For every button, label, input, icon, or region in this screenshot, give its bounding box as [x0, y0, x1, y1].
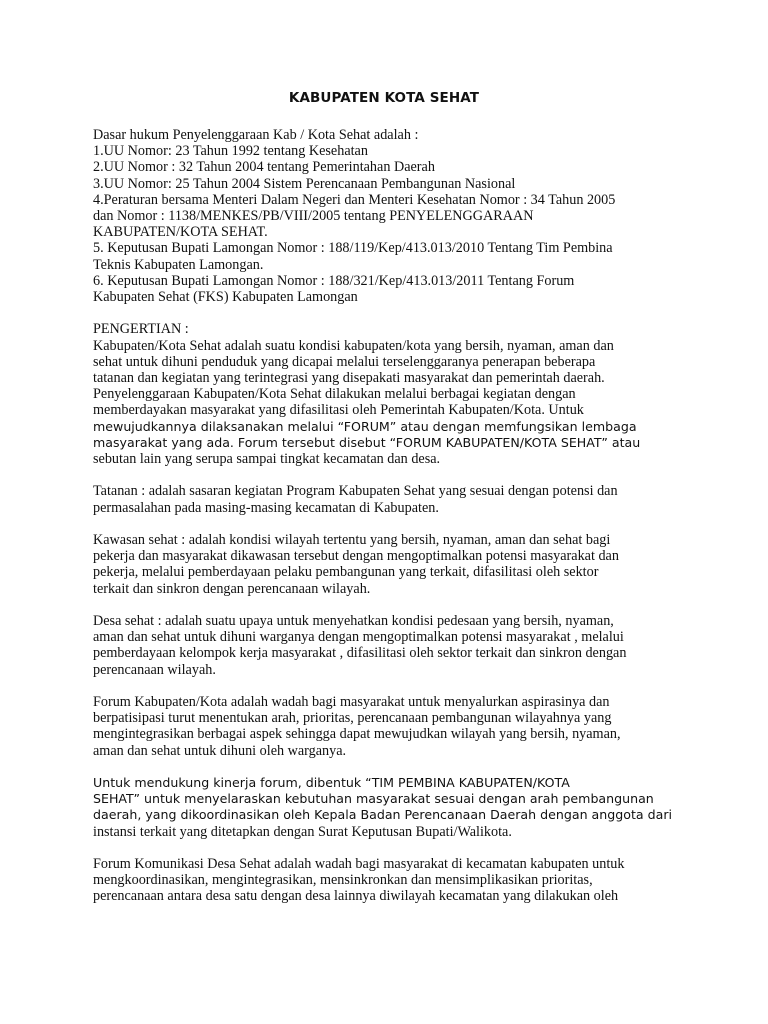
paragraph-gap: [93, 516, 683, 532]
paragraph-line: sehat untuk dihuni penduduk yang dicapai melalui terselenggaranya penerapan beberapa: [93, 353, 596, 370]
paragraph-line: mengintegrasikan berbagai aspek sehingga dapat mewujudkan wilayah yang bersih, nyaman,: [93, 726, 621, 743]
paragraph-line: Kawasan sehat : adalah kondisi wilayah tertentu yang bersih, nyaman, aman dan sehat bagi: [93, 532, 611, 549]
paragraph-line: mewujudkannya dilaksanakan melalui “FORUM” atau dengan memfungsikan lembaga: [93, 418, 637, 434]
paragraph-line: terkait dan sinkron dengan perencanaan wilayah.: [93, 580, 371, 597]
document-body: [93, 127, 683, 905]
paragraph-desa-sehat: [93, 613, 683, 678]
paragraph-gap: [93, 305, 683, 321]
paragraph-line: PENGERTIAN :: [93, 321, 189, 338]
paragraph-line: 5. Keputusan Bupati Lamongan Nomor : 188/119/Kep/413.013/2010 Tentang Tim Pembina: [93, 240, 613, 257]
paragraph-line: perencanaan antara desa satu dengan desa lainnya diwilayah kecamatan yang dilakukan oleh: [93, 888, 619, 905]
paragraph-line: aman dan sehat untuk dihuni oleh warganya.: [93, 742, 347, 759]
paragraph-line: instansi terkait yang ditetapkan dengan Surat Keputusan Bupati/Walikota.: [93, 823, 512, 840]
paragraph-line: berpatisipasi turut menentukan arah, prioritas, perencanaan pembangunan wilayahnya yang: [93, 710, 612, 727]
paragraph-line: 4.Peraturan bersama Menteri Dalam Negeri dan Menteri Kesehatan Nomor : 34 Tahun 2005: [93, 191, 616, 208]
paragraph-line: Dasar hukum Penyelenggaraan Kab / Kota Sehat adalah :: [93, 127, 419, 143]
paragraph-line: pekerja, melalui pemberdayaan pelaku pembangunan yang terkait, difasilitasi oleh sektor: [93, 564, 599, 581]
paragraph-line: memberdayakan masyarakat yang difasilitasi oleh Pemerintah Kabupaten/Kota. Untuk: [93, 402, 584, 419]
paragraph-pengertian: [93, 321, 683, 467]
paragraph-line: 6. Keputusan Bupati Lamongan Nomor : 188/321/Kep/413.013/2011 Tentang Forum: [93, 272, 575, 289]
paragraph-line: dan Nomor : 1138/MENKES/PB/VIII/2005 tentang PENYELENGGARAAN: [93, 208, 534, 225]
paragraph-tatanan: [93, 483, 683, 515]
paragraph-line: Penyelenggaraan Kabupaten/Kota Sehat dilakukan melalui berbagai kegiatan dengan: [93, 386, 576, 403]
paragraph-tim-pembina: [93, 775, 683, 840]
paragraph-legal-basis: [93, 127, 683, 305]
paragraph-line: Tatanan : adalah sasaran kegiatan Program Kabupaten Sehat yang sesuai dengan potensi dan: [93, 483, 618, 500]
document-title: KABUPATEN KOTA SEHAT: [288, 90, 480, 106]
paragraph-line: tatanan dan kegiatan yang terintegrasi yang disepakati masyarakat dan pemerintah daerah.: [93, 370, 605, 387]
paragraph-line: SEHAT” untuk menyelaraskan kebutuhan masyarakat sesuai dengan arah pembangunan: [93, 791, 654, 807]
paragraph-line: Forum Kabupaten/Kota adalah wadah bagi masyarakat untuk menyalurkan aspirasinya dan: [93, 694, 610, 711]
paragraph-line: permasalahan pada masing-masing kecamatan di Kabupaten.: [93, 499, 439, 516]
paragraph-line: pekerja dan masyarakat dikawasan tersebut dengan mengoptimalkan potensi masyarakat dan: [93, 548, 619, 565]
paragraph-gap: [93, 759, 683, 775]
paragraph-gap: [93, 467, 683, 483]
paragraph-line: sebutan lain yang serupa sampai tingkat kecamatan dan desa.: [93, 451, 441, 468]
paragraph-kawasan-sehat: [93, 532, 683, 597]
paragraph-line: 3.UU Nomor: 25 Tahun 2004 Sistem Perencanaan Pembangunan Nasional: [93, 175, 516, 192]
paragraph-line: Kabupaten/Kota Sehat adalah suatu kondisi kabupaten/kota yang bersih, nyaman, aman dan: [93, 337, 614, 354]
paragraph-gap: [93, 678, 683, 694]
paragraph-line: daerah, yang dikoordinasikan oleh Kepala Badan Perencanaan Daerah dengan anggota dari: [93, 807, 672, 823]
paragraph-line: 1.UU Nomor: 23 Tahun 1992 tentang Kesehatan: [93, 143, 368, 160]
paragraph-line: masyarakat yang ada. Forum tersebut disebut “FORUM KABUPATEN/KOTA SEHAT” atau: [93, 434, 641, 450]
paragraph-line: KABUPATEN/KOTA SEHAT.: [93, 224, 268, 241]
paragraph-line: pemberdayaan kelompok kerja masyarakat , difasilitasi oleh sektor terkait dan sinkron dengan: [93, 645, 627, 662]
paragraph-gap: [93, 840, 683, 856]
paragraph-gap: [93, 597, 683, 613]
paragraph-forum-kabupaten: [93, 694, 683, 759]
paragraph-line: Desa sehat : adalah suatu upaya untuk menyehatkan kondisi pedesaan yang bersih, nyaman,: [93, 613, 614, 630]
paragraph-line: Kabupaten Sehat (FKS) Kabupaten Lamongan: [93, 289, 358, 306]
paragraph-line: Untuk mendukung kinerja forum, dibentuk “TIM PEMBINA KABUPATEN/KOTA: [93, 775, 570, 791]
paragraph-line: aman dan sehat untuk dihuni warganya dengan mengoptimalkan potensi masyarakat , melalui: [93, 629, 624, 646]
paragraph-forum-desa: [93, 856, 683, 905]
paragraph-line: Teknis Kabupaten Lamongan.: [93, 256, 264, 273]
paragraph-line: Forum Komunikasi Desa Sehat adalah wadah bagi masyarakat di kecamatan kabupaten untuk: [93, 856, 625, 873]
paragraph-line: 2.UU Nomor : 32 Tahun 2004 tentang Pemerintahan Daerah: [93, 159, 435, 176]
paragraph-line: mengkoordinasikan, mengintegrasikan, mensinkronkan dan mensimplikasikan prioritas,: [93, 872, 593, 889]
paragraph-line: perencanaan wilayah.: [93, 661, 216, 678]
